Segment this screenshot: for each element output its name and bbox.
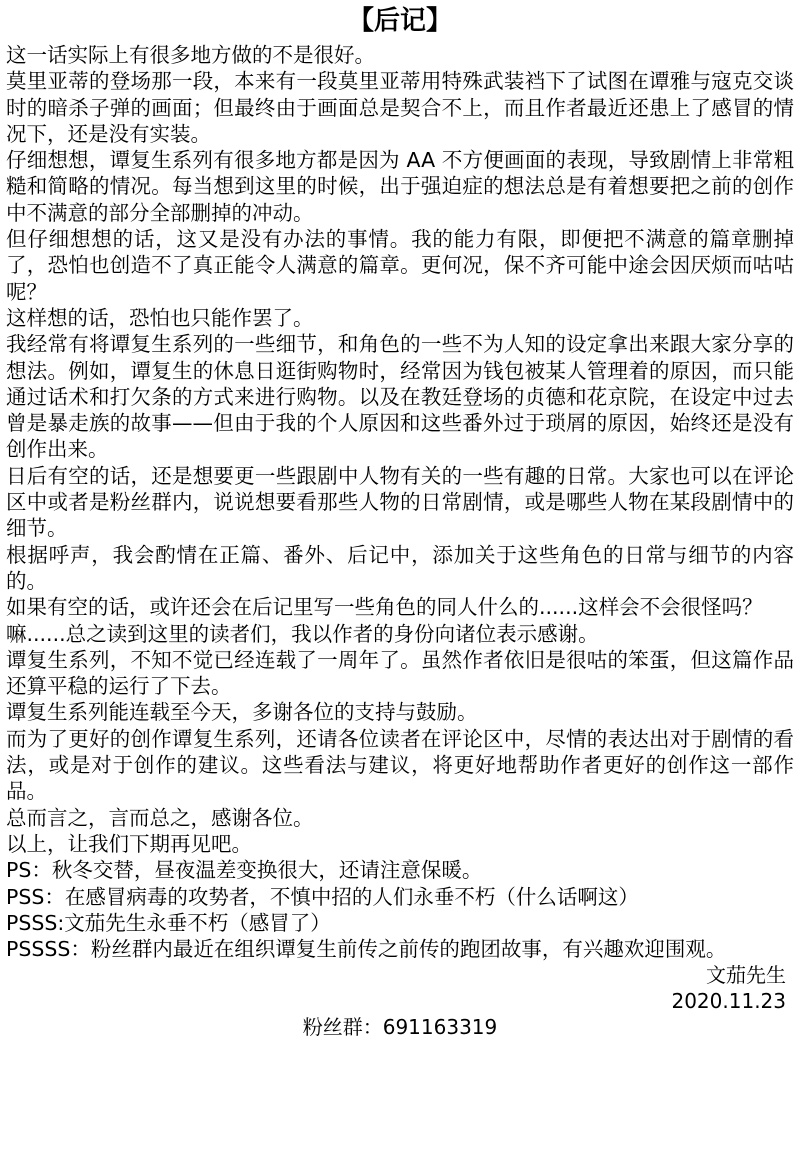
postscript-pssss: PSSSS：粉丝群内最近在组织谭复生前传之前传的跑团故事，有兴趣欢迎围观。 <box>6 937 727 962</box>
paragraph: 日后有空的话，还是想要更一些跟剧中人物有关的一些有趣的日常。大家也可以在评论区中或者是粉丝群内，说说想要看那些人物的日常剧情，或是哪些人物在某段剧情中的细节。 <box>6 463 794 541</box>
paragraph: 仔细想想，谭复生系列有很多地方都是因为 AA 不方便画面的表现，导致剧情上非常粗糙和简略的情况。每当想到这里的时候，出于强迫症的想法总是有着想要把之前的创作中不满意的部分全部删掉的冲动。 <box>6 148 794 225</box>
postscript-ps: PS：秋冬交替，昼夜温差变换很大，还请注意保暖。 <box>6 858 483 883</box>
paragraph: 如果有空的话，或许还会在后记里写一些角色的同人什么的......这样会不会很怪吗？ <box>6 595 763 620</box>
paragraph: 这一话实际上有很多地方做的不是很好。 <box>6 43 375 67</box>
paragraph: 总而言之，言而总之，感谢各位。 <box>6 805 314 830</box>
postscript-pss: PSS：在感冒病毒的攻势者，不慎中招的人们永垂不朽（什么话啊这） <box>6 884 639 909</box>
paragraph: 谭复生系列能连载至今天，多谢各位的支持与鼓励。 <box>6 700 478 725</box>
paragraph: 但仔细想想的话，这又是没有办法的事情。我的能力有限，即便把不满意的篇章删掉了，恐怕也创造不了真正能令人满意的篇章。更何况，保不齐可能中途会因厌烦而咕咕呢？ <box>6 227 794 304</box>
paragraph: 我经常有将谭复生系列的一些细节，和角色的一些不为人知的设定拿出来跟大家分享的想法。例如，谭复生的休息日逛街购物时，经常因为钱包被某人管理着的原因，而只能通过话术和打欠条的方式来进行购物。以及在教廷登场的贞德和花京院，在设定中过去曾是暴走族的故事——但由于我的个人原因和这些番外过于琐屑的原因，始终还是没有创作出来。 <box>6 332 794 462</box>
afterword-body <box>6 42 794 962</box>
paragraph: 莫里亚蒂的登场那一段，本来有一段莫里亚蒂用特殊武装裆下了试图在谭雅与寇克交谈时的暗杀子弹的画面；但最终由于画面总是契合不上，而且作者最近还患上了感冒的情况下，还是没有实装。 <box>6 69 794 146</box>
paragraph: 这样想的话，恐怕也只能作罢了。 <box>6 305 314 330</box>
paragraph: 嘛......总之读到这里的读者们，我以作者的身份向诸位表示感谢。 <box>6 621 599 646</box>
paragraph: 以上，让我们下期再见吧。 <box>6 831 252 856</box>
paragraph: 而为了更好的创作谭复生系列，还请各位读者在评论区中，尽情的表达出对于剧情的看法，或是对于创作的建议。这些看法与建议，将更好地帮助作者更好的创作这一部作品。 <box>6 726 794 804</box>
signature-date: 2020.11.23 <box>671 989 786 1014</box>
fan-group-number: 粉丝群：691163319 <box>302 1015 498 1040</box>
paragraph: 谭复生系列，不知不觉已经连载了一周年了。虽然作者依旧是很咕的笨蛋，但这篇作品还算平稳的运行了下去。 <box>6 647 794 699</box>
page-title: 【后记】 <box>347 6 452 36</box>
postscript-psss: PSSS:文茄先生永垂不朽（感冒了） <box>6 910 331 935</box>
paragraph: 根据呼声，我会酌情在正篇、番外、后记中，添加关于这些角色的日常与细节的内容的。 <box>6 542 794 593</box>
author-signature: 文茄先生 <box>706 963 786 988</box>
